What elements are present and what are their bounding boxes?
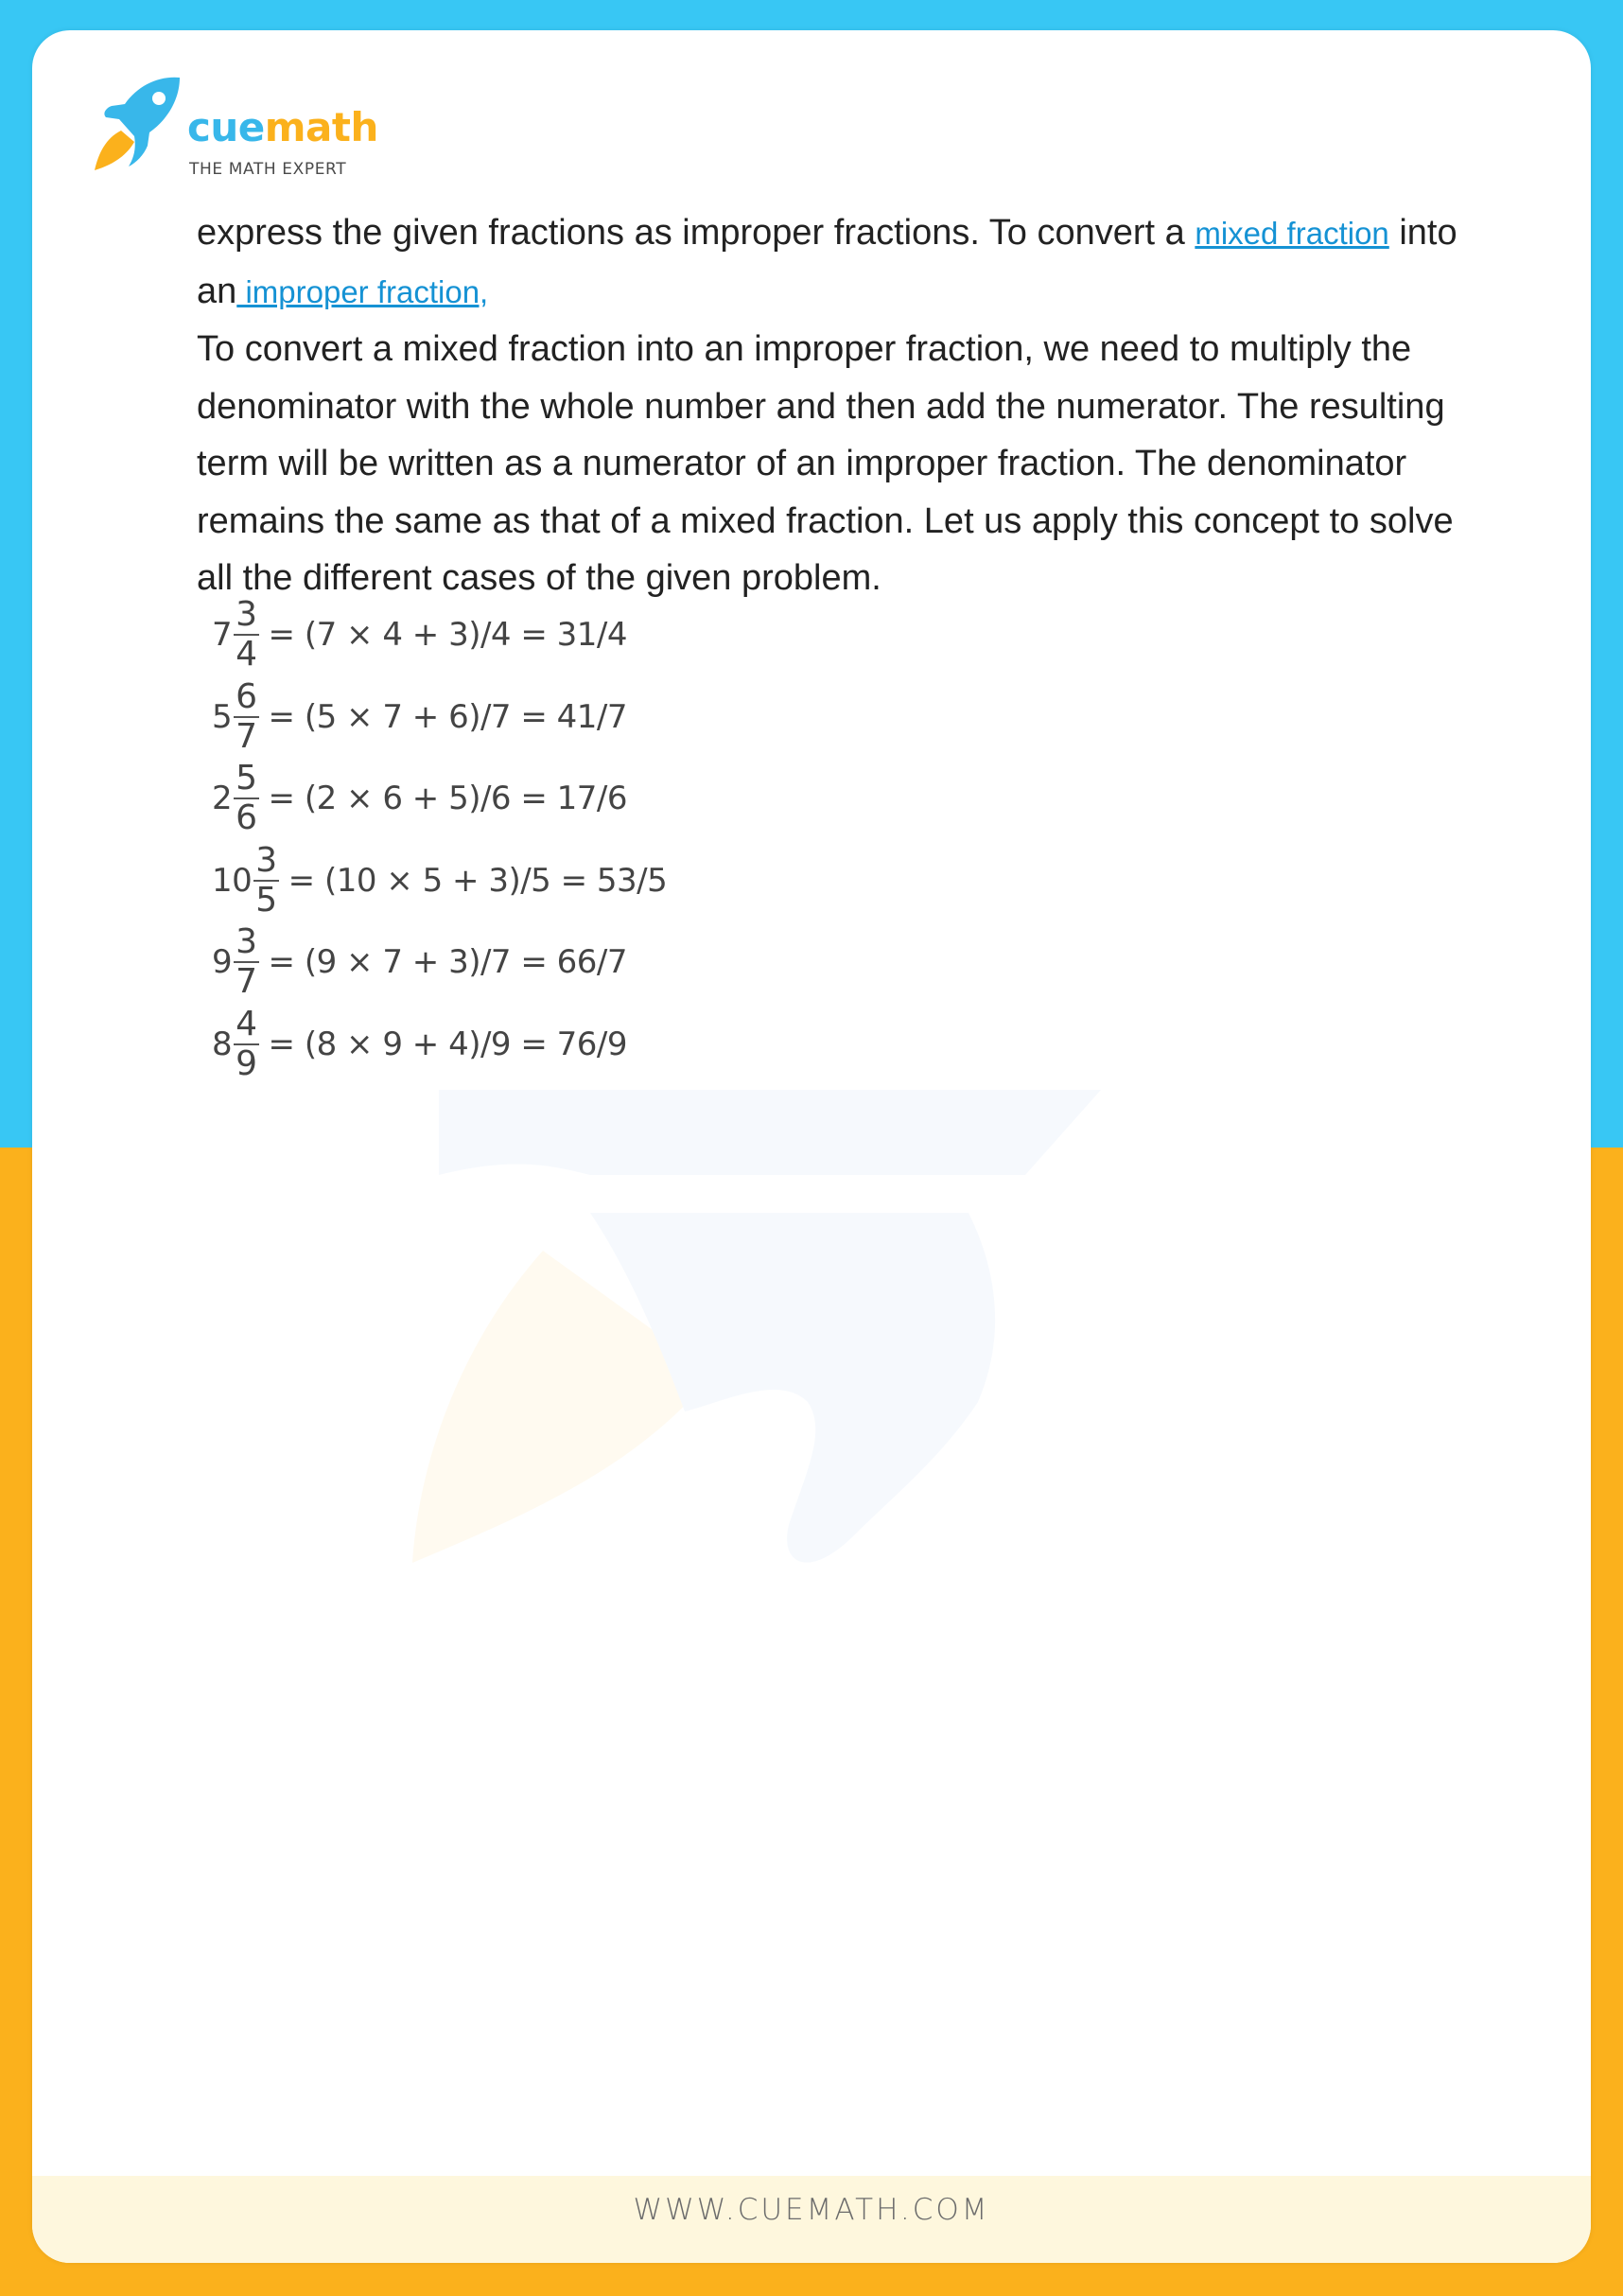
fraction	[253, 842, 278, 920]
equation-list	[212, 594, 667, 1085]
whole-number: 2	[212, 780, 233, 818]
equation-result: = (9 × 7 + 3)/7 = 66/7	[268, 943, 628, 982]
numerator: 6	[236, 676, 257, 716]
numerator: 3	[236, 595, 257, 635]
equation-result: = (10 × 5 + 3)/5 = 53/5	[288, 861, 668, 900]
fraction	[234, 1006, 258, 1083]
cuemath-logo[interactable]	[93, 76, 395, 179]
equation-result: = (2 × 6 + 5)/6 = 17/6	[268, 780, 628, 818]
equation-row	[212, 840, 667, 922]
intro-text-2: into an	[197, 213, 1457, 311]
numerator: 3	[236, 922, 257, 962]
page-card	[32, 30, 1591, 2263]
equation-row	[212, 1004, 667, 1086]
denominator: 7	[236, 962, 257, 1002]
improper-fraction-link[interactable]: improper fraction,	[236, 273, 489, 309]
equation-row	[212, 676, 667, 759]
denominator: 9	[236, 1043, 257, 1083]
method-paragraph: To convert a mixed fraction into an improper fraction, we need to multiply the denominator with the whole number and then add the numerator. The resulting term will be written as a numerator of an improper fraction. The denominator remains the same as that of a mixed fraction. Let us apply this concept to solve all the different cases of the given problem.	[197, 329, 1454, 598]
numerator: 3	[255, 840, 277, 880]
logo-wordmark-cue: cue	[187, 104, 265, 150]
denominator: 7	[236, 716, 257, 756]
equation-row	[212, 594, 667, 676]
fraction	[234, 923, 258, 1001]
footer-url[interactable]: WWW.CUEMATH.COM	[633, 2193, 990, 2227]
equation-result: = (8 × 9 + 4)/9 = 76/9	[268, 1025, 628, 1063]
whole-number: 5	[212, 697, 233, 736]
numerator: 4	[236, 1004, 257, 1043]
rocket-watermark-icon	[410, 1090, 1129, 1582]
numerator: 5	[236, 759, 257, 798]
denominator: 5	[255, 880, 277, 920]
denominator: 6	[236, 798, 257, 838]
intro-paragraph	[197, 204, 1483, 321]
equation-result: = (5 × 7 + 6)/7 = 41/7	[268, 697, 628, 736]
intro-text: express the given fractions as improper fractions. To convert a	[197, 213, 1195, 253]
equation-row	[212, 758, 667, 840]
mixed-fraction-link[interactable]: mixed fraction	[1195, 216, 1389, 251]
whole-number: 9	[212, 943, 233, 982]
fraction	[234, 678, 258, 756]
equation-row	[212, 921, 667, 1004]
logo-wordmark	[187, 104, 378, 150]
rocket-icon	[93, 76, 183, 170]
logo-wordmark-math: math	[264, 104, 378, 150]
fraction	[234, 760, 258, 837]
whole-number: 8	[212, 1025, 233, 1063]
whole-number: 7	[212, 616, 233, 655]
whole-number: 10	[212, 861, 253, 900]
footer	[32, 2176, 1591, 2263]
logo-tagline: THE MATH EXPERT	[189, 160, 347, 179]
fraction	[234, 596, 258, 674]
equation-result: = (7 × 4 + 3)/4 = 31/4	[268, 616, 628, 655]
explanation-text	[197, 204, 1483, 607]
denominator: 4	[236, 635, 257, 675]
